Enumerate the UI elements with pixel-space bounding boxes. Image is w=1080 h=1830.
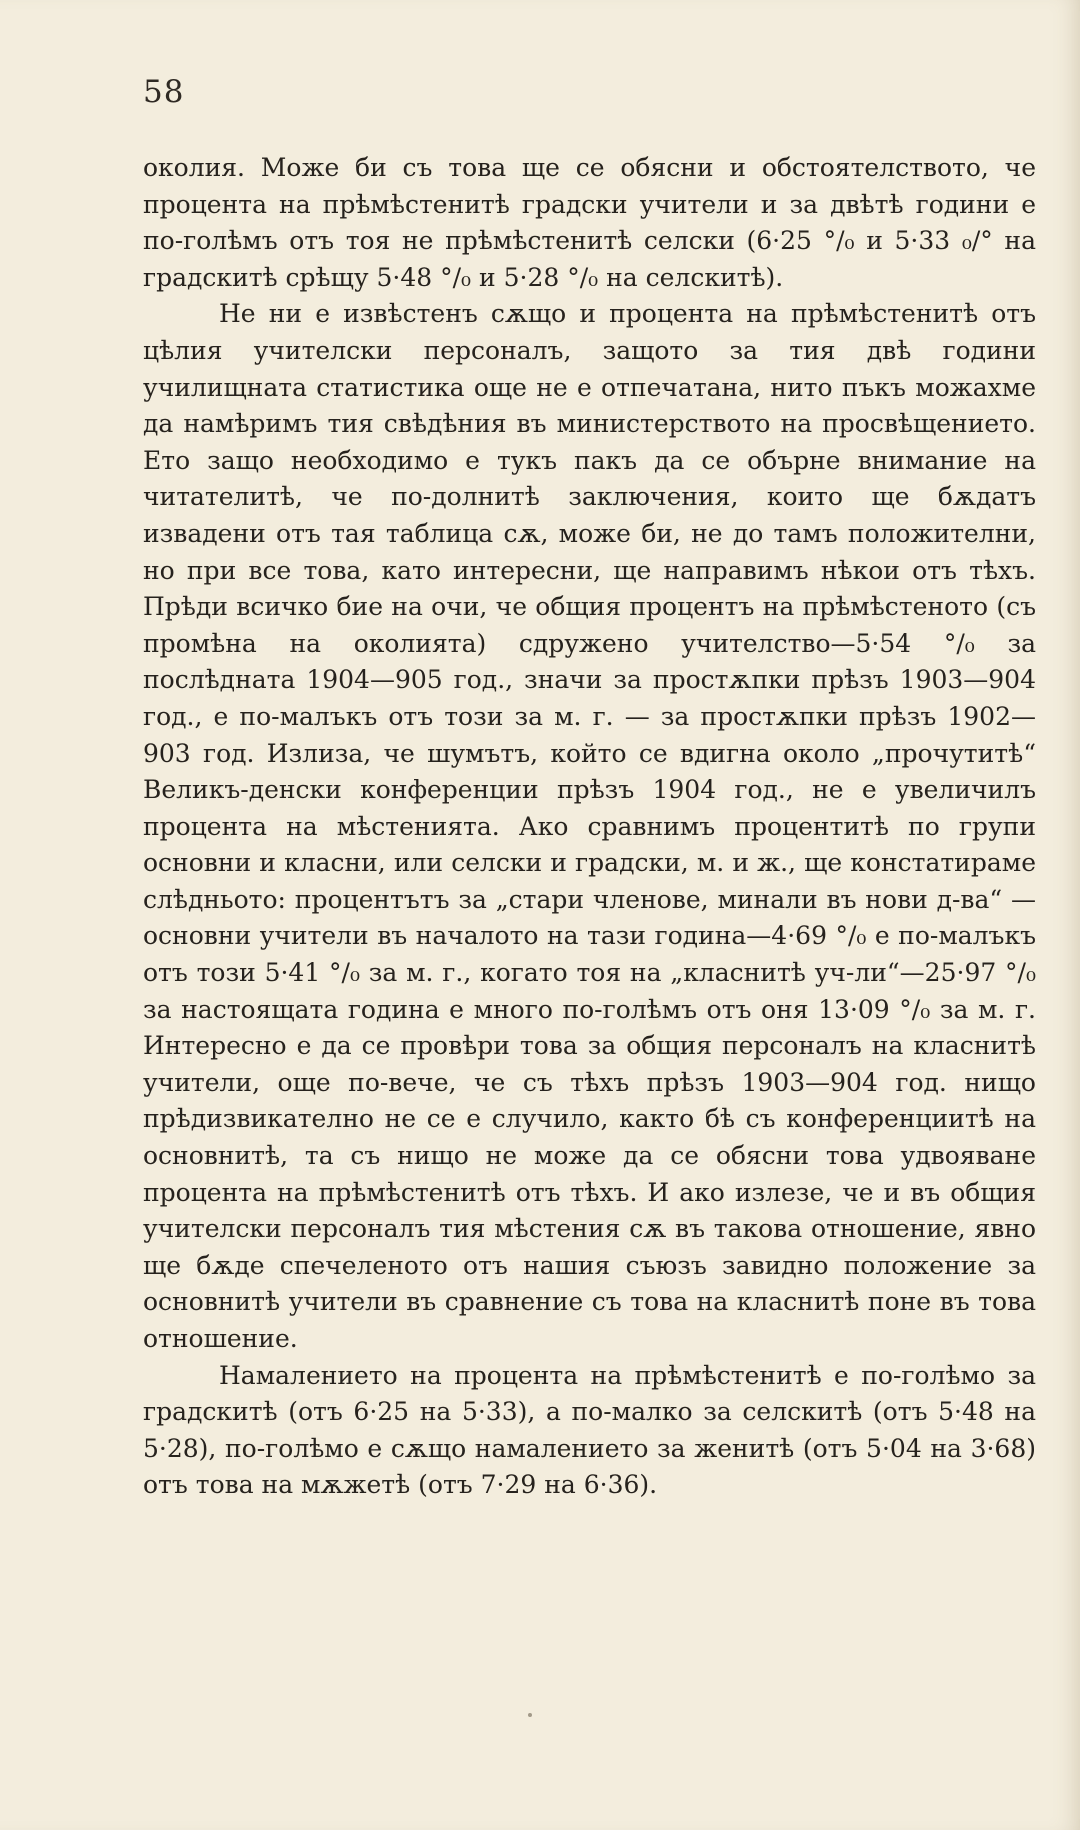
body-text — [143, 150, 1036, 1504]
paragraph-1: околия. Може би съ това ще се обясни и обстоятелството, че процента на прѣмѣстенитѣ градски учители и за двѣтѣ години е по-голѣмъ отъ тоя не прѣмѣстенитѣ селски (6·25 °/₀ и 5·33 ₀/° на градскитѣ срѣщу 5·48 °/₀ и 5·28 °/₀ на селскитѣ). — [143, 153, 1036, 292]
paragraph-3: Намалението на процента на прѣмѣстенитѣ е по-голѣмо за градскитѣ (отъ 6·25 на 5·33), а по-малко за селскитѣ (отъ 5·48 на 5·28), по-голѣмо е сѫщо намалението за женитѣ (отъ 5·04 на 3·68) отъ това на мѫжетѣ (отъ 7·29 на 6·36). — [143, 1360, 1036, 1500]
paragraph-2: Не ни е извѣстенъ сѫщо и процента на прѣмѣстенитѣ отъ цѣлия учителски персоналъ, защото за тия двѣ години училищната статистика още не е отпечатана, нито пъкъ можахме да намѣримъ тия свѣдѣния въ министерството на просвѣщението. Ето защо необходимо е тукъ пакъ да се обърне внимание на читателитѣ, че по-долнитѣ заключения, които ще бѫдатъ извадени отъ тая таблица сѫ, може би, не до тамъ положителни, но при все това, като интересни, ще направимъ нѣкои отъ тѣхъ. Прѣди всичко бие на очи, че общия процентъ на прѣмѣстеното (съ промѣна на околията) сдружено учителство—5·54 °/₀ за послѣдната 1904—905 год., значи за простѫпки прѣзъ 1903—904 год., е по-малъкъ отъ този за м. г. — за простѫпки прѣзъ 1902—903 год. Излиза, че шумътъ, който се вдигна около „прочутитѣ“ Великъ-денски конференции прѣзъ 1904 год., не е увеличилъ процента на мѣстенията. Ако сравнимъ процентитѣ по групи основни и класни, или селски и градски, м. и ж., ще констатираме слѣдньото: процентътъ за „стари членове, минали въ нови д-ва“ — основни учители въ началото на тази година—4·69 °/₀ е по-малъкъ отъ този 5·41 °/₀ за м. г., когато тоя на „класнитѣ уч-ли“—25·97 °/₀ за настоящата година е много по-голѣмъ отъ оня 13·09 °/₀ за м. г. Интересно е да се провѣри това за общия персоналъ на класнитѣ учители, още по-вече, че съ тѣхъ прѣзъ 1903—904 год. нищо прѣдизвикателно не се е случило, както бѣ съ конференциитѣ на основнитѣ, та съ нищо не може да се обясни това удвояване процента на прѣмѣстенитѣ отъ тѣхъ. И ако излезе, че и въ общия учителски персоналъ тия мѣстения сѫ въ такова отношение, явно ще бѫде спечеленото отъ нашия съюзъ завидно положение за основнитѣ учители въ сравнение съ това на класнитѣ поне въ това отношение. — [143, 299, 1036, 1353]
print-speck — [528, 1713, 532, 1717]
page-number: 58 — [143, 74, 185, 110]
